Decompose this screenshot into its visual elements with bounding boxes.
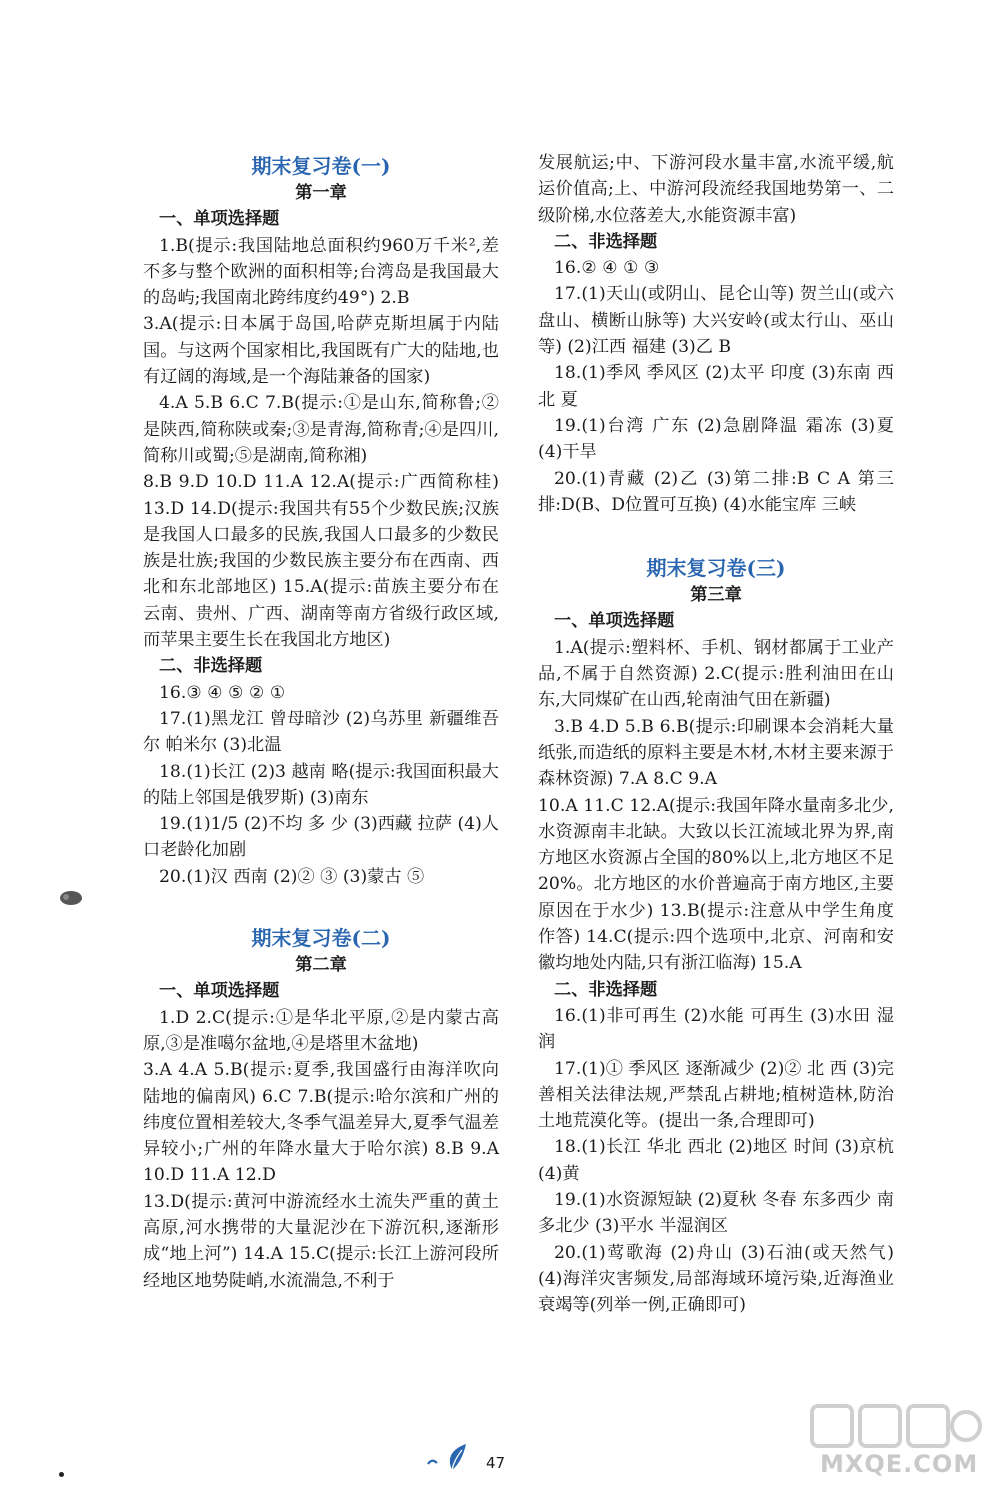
question-type-heading: 二、非选择题 (554, 231, 658, 252)
left-column (143, 152, 499, 1294)
question-type-heading: 二、非选择题 (554, 979, 658, 1000)
answer-paragraph: 20.(1)莺歌海 (2)舟山 (3)石油(或天然气) (4)海洋灾害频发,局部海域环境污染,近海渔业衰竭等(列举一例,正确即可) (538, 1242, 894, 1316)
watermark-text: MXQE.COM (820, 1450, 979, 1478)
answer-paragraph: 17.(1)黑龙江 曾母暗沙 (2)乌苏里 新疆维吾尔 帕米尔 (3)北温 (143, 708, 499, 756)
answer-paragraph: 3.A(提示:日本属于岛国,哈萨克斯坦属于内陆国。与这两个国家相比,我国既有广大的陆地,也有辽阔的海域,是一个海陆兼备的国家) (143, 314, 499, 388)
chapter-heading: 第三章 (690, 585, 742, 606)
answer-paragraph: 1.D 2.C(提示:①是华北平原,②是内蒙古高原,③是准噶尔盆地,④是塔里木盆地) (143, 1007, 499, 1054)
answer-paragraph: 19.(1)台湾 广东 (2)急剧降温 霜冻 (3)夏 (4)干旱 (538, 415, 894, 463)
section-title: 期末复习卷(一) (251, 154, 391, 178)
answer-paragraph: 3.B 4.D 5.B 6.B(提示:印刷课本会消耗大量纸张,而造纸的原料主要是木材,木材主要来源于森林资源) 7.A 8.C 9.A (538, 716, 894, 790)
dot-mark-icon (59, 1472, 64, 1477)
footer-leaf-logo-icon (422, 1440, 480, 1476)
chapter-heading: 第二章 (295, 955, 347, 976)
ink-blot-icon (58, 888, 84, 908)
section-spacer (538, 518, 894, 554)
answer-paragraph: 16.(1)非可再生 (2)水能 可再生 (3)水田 湿润 (538, 1005, 894, 1053)
answer-paragraph: 18.(1)长江 (2)3 越南 略(提示:我国面积最大的陆上邻国是俄罗斯) (3)南东 (143, 761, 499, 808)
answer-paragraph: 13.D(提示:黄河中游流经水土流失严重的黄土高原,河水携带的大量泥沙在下游沉积,逐渐形成“地上河”) 14.A 15.C(提示:长江上游河段所经地区地势陡峭,水流湍急,不利于 (143, 1191, 499, 1291)
question-type-heading: 一、单项选择题 (159, 209, 280, 230)
section-title: 期末复习卷(二) (251, 926, 391, 951)
answer-paragraph: 17.(1)天山(或阴山、昆仑山等) 贺兰山(或六盘山、横断山脉等) 大兴安岭(或太行山、巫山等) (2)江西 福建 (3)乙 B (538, 284, 894, 358)
answer-paragraph: 20.(1)汉 西南 (2)② ③ (3)蒙古 ⑤ (159, 866, 425, 887)
answer-paragraph: 19.(1)1/5 (2)不均 多 少 (3)西藏 拉萨 (4)人口老龄化加剧 (143, 814, 499, 861)
right-column (538, 150, 894, 1318)
answer-paragraph: 19.(1)水资源短缺 (2)夏秋 冬春 东多西少 南多北少 (3)平水 半湿润区 (538, 1189, 894, 1237)
question-type-heading: 一、单项选择题 (159, 981, 280, 1002)
page-number: 47 (486, 1454, 506, 1472)
answer-paragraph: 8.B 9.D 10.D 11.A 12.A(提示:广西简称桂) 13.D 14.D(提示:我国共有55个少数民族;汉族是我国人口最多的民族,我国人口最多的少数民族是壮族;我国的少数民族主要分布在西南、西北和东北部地区) 15.A(提示:苗族主要分布在云南、贵州、广西、湖南等南方省级行政区域,而苹果主要生长在我国北方地区) (143, 472, 499, 651)
answer-paragraph: 18.(1)长江 华北 西北 (2)地区 时间 (3)京杭 (4)黄 (538, 1137, 894, 1184)
answer-watermark-logo-icon (808, 1402, 984, 1450)
answer-paragraph: 20.(1)青藏 (2)乙 (3)第二排:B C A 第三排:D(B、D位置可互换) (4)水能宝库 三峡 (538, 468, 894, 515)
answer-paragraph: 16.③ ④ ⑤ ② ① (159, 682, 286, 703)
answer-paragraph: 10.A 11.C 12.A(提示:我国年降水量南多北少,水资源南丰北缺。大致以长江流域北界为界,南方地区水资源占全国的80%以上,北方地区不足20%。北方地区的水价普遍高于南方地区,主要原因在于水少) 13.B(提示:注意从中学生角度作答) 14.C(提示:四个选项中,北京、河南和安徽均地处内陆,只有浙江临海) 15.A (538, 795, 894, 974)
answer-paragraph: 17.(1)① 季风区 逐渐减少 (2)② 北 西 (3)完善相关法律法规,严禁乱占耕地;植树造林,防治土地荒漠化等。(提出一条,合理即可) (538, 1058, 894, 1132)
answer-paragraph: 发展航运;中、下游河段水量丰富,水流平缓,航运价值高;上、中游河段流经我国地势第一、二级阶梯,水位落差大,水能资源丰富) (538, 153, 894, 226)
answer-paragraph: 16.② ④ ① ③ (554, 258, 660, 279)
answer-paragraph: 4.A 5.B 6.C 7.B(提示:①是山东,简称鲁;②是陕西,简称陕或秦;③是青海,简称青;④是四川,简称川或蜀;⑤是湖南,简称湘) (143, 393, 499, 466)
section-spacer (143, 890, 499, 924)
section-title: 期末复习卷(三) (646, 556, 786, 581)
answer-paragraph: 3.A 4.A 5.B(提示:夏季,我国盛行由海洋吹向陆地的偏南风) 6.C 7.B(提示:哈尔滨和广州的纬度位置相差较大,冬季气温差异大,夏季气温差异较小;广州的年降水量大于哈尔滨) 8.B 9.A 10.D 11.A 12.D (143, 1060, 499, 1186)
chapter-heading: 第一章 (295, 183, 347, 203)
answer-paragraph: 18.(1)季风 季风区 (2)太平 印度 (3)东南 西北 夏 (538, 363, 894, 410)
question-type-heading: 一、单项选择题 (554, 611, 675, 632)
answer-paragraph: 1.B(提示:我国陆地总面积约960万千米²,差不多与整个欧洲的面积相等;台湾岛是我国最大的岛屿;我国南北跨纬度约49°) 2.B (143, 235, 499, 309)
question-type-heading: 二、非选择题 (159, 656, 263, 677)
answer-paragraph: 1.A(提示:塑料杯、手机、钢材都属于工业产品,不属于自然资源) 2.C(提示:胜利油田在山东,大同煤矿在山西,轮南油气田在新疆) (538, 637, 894, 711)
